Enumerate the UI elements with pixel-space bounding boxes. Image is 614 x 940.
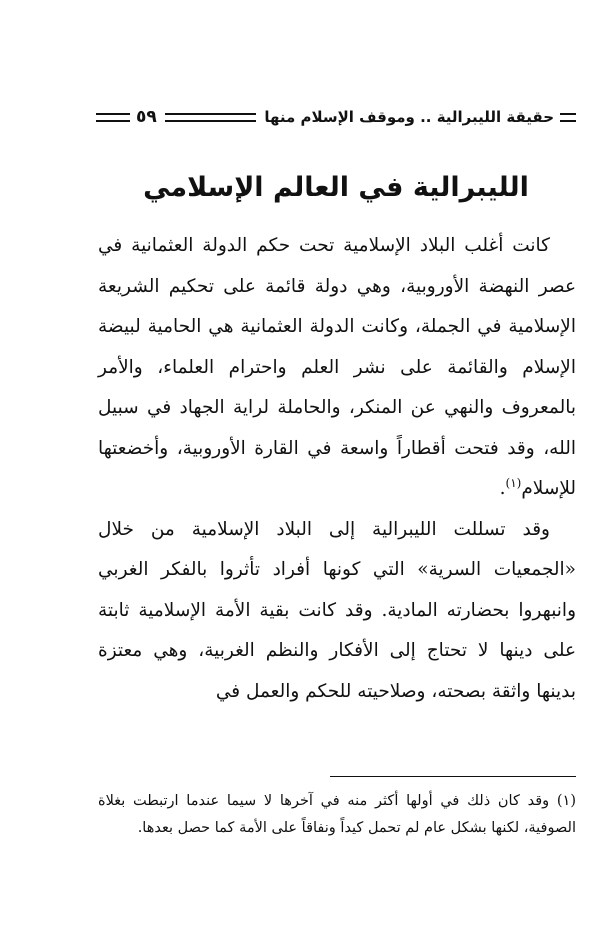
footnote: (١) وقد كان ذلك في أولها أكثر منه في آخرها لا سيما عندما ارتبطت بغلاة الصوفية، لكنها بشكل عام لم تحمل كيداً ونفاقاً على الأمة كما حصل بعدها.: [98, 793, 576, 836]
paragraph-text: كانت أغلب البلاد الإسلامية تحت حكم الدولة العثمانية في عصر النهضة الأوروبية، وهي دولة قائمة على تحكيم الشريعة الإسلامية في الجملة، وكانت الدولة العثمانية هي الحامية لبيضة الإسلام والقائمة على نشر العلم واحترام العلماء، والأمر بالمعروف والنهي عن المنكر، والحاملة لراية الجهاد في سبيل الله، وقد فتحت أقطاراً واسعة في القارة الأوروبية، وأخضعتها للإسلام: [98, 235, 576, 499]
page-number: ٥٩: [136, 107, 157, 127]
running-header-title: حقيقة الليبرالية .. وموقف الإسلام منها: [264, 108, 554, 126]
paragraph-text: وقد تسللت الليبرالية إلى البلاد الإسلامية من خلال «الجمعيات السرية» التي كونها أفراد تأثروا بالفكر الغربي وانبهروا بحضارته المادية. وقد كانت بقية الأمة الإسلامية ثابتة على دينها لا تحتاج إلى الأفكار والنظم الغربية، وهي معتزة بدينها واثقة بصحته، وصلاحيته للحكم والعمل في: [98, 518, 576, 702]
header-rule-middle: [165, 113, 257, 122]
footnote-separator: [330, 776, 576, 777]
paragraph-end-punctuation: .: [499, 478, 506, 499]
paragraph: [98, 510, 576, 713]
chapter-title: الليبرالية في العالم الإسلامي: [143, 172, 529, 203]
header-rule-right: [560, 113, 576, 122]
body-text: [98, 226, 576, 712]
running-header: [96, 104, 576, 130]
paragraph: [98, 226, 576, 510]
footnote-reference: (١): [505, 475, 522, 490]
header-rule-left: [96, 113, 130, 122]
